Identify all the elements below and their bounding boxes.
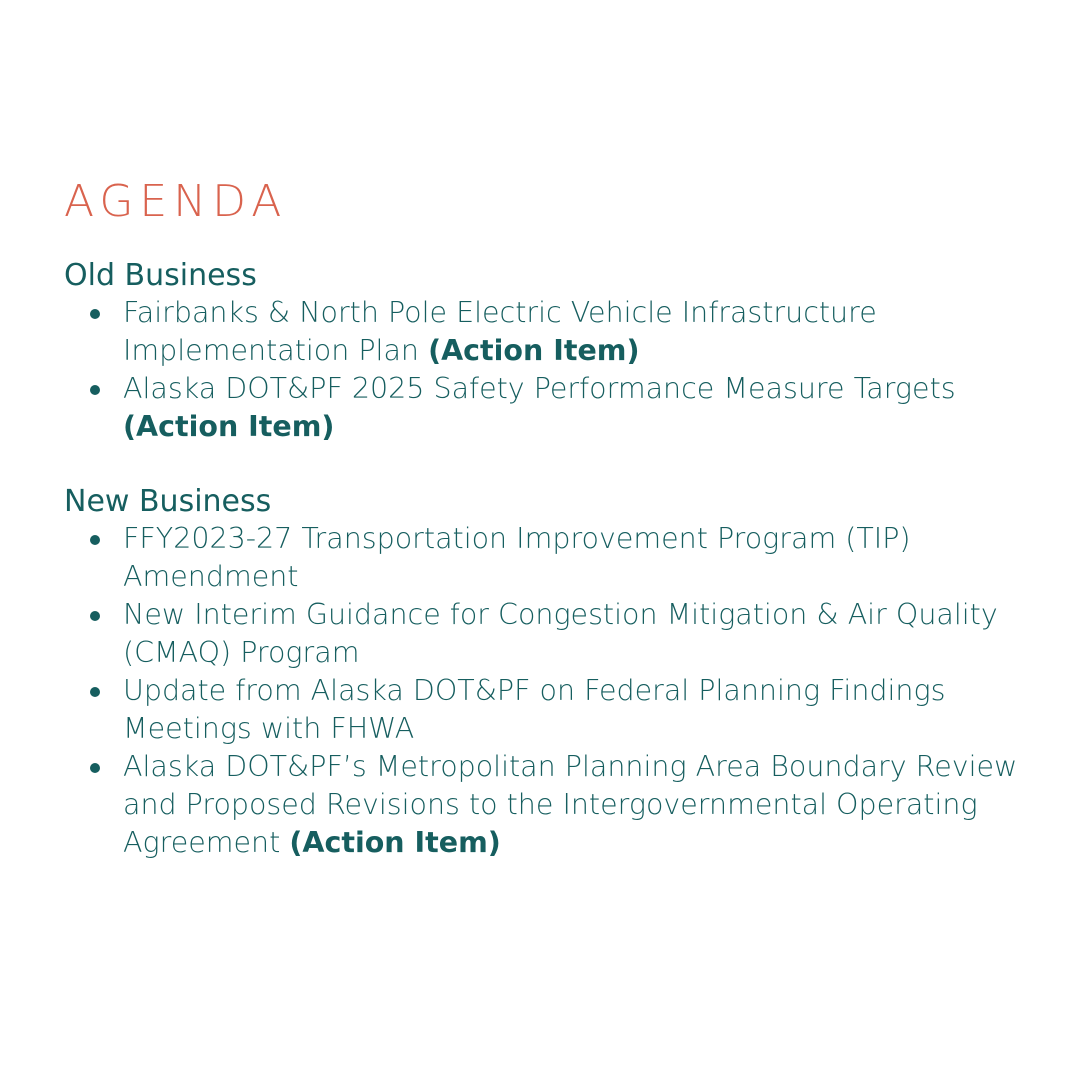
- list-item: [123, 672, 1054, 748]
- item-text: FFY2023-27 Transportation Improvement Program (TIP) Amendment: [123, 522, 911, 593]
- list-item: [123, 520, 1054, 596]
- bullet-icon: [90, 763, 100, 773]
- action-item-label: (Action Item): [123, 410, 335, 443]
- list-item: [123, 748, 1054, 862]
- item-text: New Interim Guidance for Congestion Mitigation & Air Quality (CMAQ) Program: [123, 598, 998, 669]
- list-item: [123, 294, 1054, 370]
- item-text: Update from Alaska DOT&PF on Federal Planning Findings Meetings with FHWA: [123, 674, 946, 745]
- bullet-icon: [90, 611, 100, 621]
- old-business-list: [64, 294, 1054, 446]
- new-business-heading: New Business: [64, 484, 272, 519]
- action-item-label: (Action Item): [428, 334, 640, 367]
- bullet-icon: [90, 687, 100, 697]
- item-text: Fairbanks & North Pole Electric Vehicle Infrastructure Implementation Plan: [123, 296, 877, 367]
- old-business-heading: Old Business: [64, 258, 257, 293]
- old-business-section: [64, 258, 1054, 446]
- item-text: Alaska DOT&PF’s Metropolitan Planning Area Boundary Review and Proposed Revisions to the Intergovernmental Operating Agreement: [123, 750, 1018, 859]
- action-item-label: (Action Item): [289, 826, 501, 859]
- page-title: AGENDA: [64, 176, 288, 227]
- new-business-section: [64, 484, 1054, 862]
- list-item: [123, 370, 1054, 446]
- new-business-list: [64, 520, 1054, 862]
- bullet-icon: [90, 385, 100, 395]
- bullet-icon: [90, 309, 100, 319]
- list-item: [123, 596, 1054, 672]
- bullet-icon: [90, 535, 100, 545]
- agenda-page: [64, 176, 1054, 862]
- item-text: Alaska DOT&PF 2025 Safety Performance Measure Targets: [123, 372, 956, 405]
